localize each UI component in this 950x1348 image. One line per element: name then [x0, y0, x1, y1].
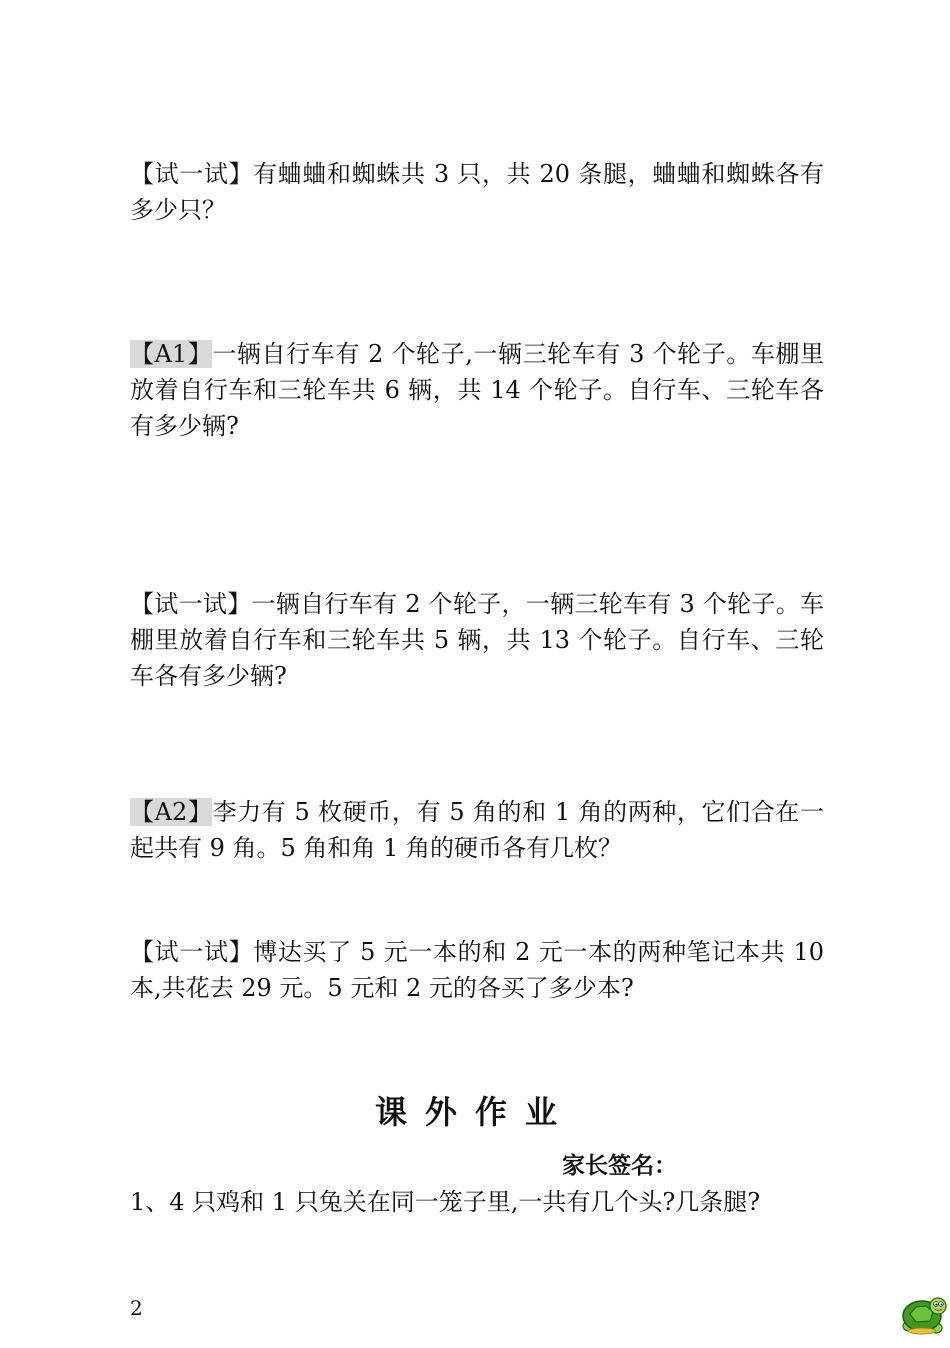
problem-a1	[130, 336, 824, 444]
problem-try-1	[130, 156, 824, 228]
turtle-icon	[898, 1288, 948, 1338]
problem-text: 有蛐蛐和蜘蛛共 3 只，共 20 条腿，蛐蛐和蜘蛛各有多少只？	[130, 160, 824, 224]
problem-a2	[130, 794, 824, 866]
problem-tag: 【试一试】	[130, 590, 252, 618]
homework-item-1: 1、4 只鸡和 1 只兔关在同一笼子里,一共有几个头?几条腿?	[130, 1188, 761, 1216]
problem-tag: 【试一试】	[130, 160, 254, 188]
problem-text: 一辆自行车有 2 个轮子,一辆三轮车有 3 个轮子。车棚里放着自行车和三轮车共 6 辆，共 14 个轮子。自行车、三轮车各有多少辆?	[130, 340, 825, 440]
problem-tag: 【A2】	[130, 798, 213, 826]
parent-signature-label: 家长签名：	[562, 1153, 677, 1179]
problem-tag: 【试一试】	[130, 938, 254, 966]
problem-try-2	[130, 586, 824, 694]
homework-title: 课外作业	[374, 1093, 575, 1131]
problem-text: 李力有 5 枚硬币，有 5 角的和 1 角的两种，它们合在一起共有 9 角。5 角和角 1 角的硬币各有几枚？	[130, 798, 824, 862]
problem-tag: 【A1】	[130, 340, 213, 368]
page-number: 2	[130, 1296, 143, 1320]
problem-try-3	[130, 934, 824, 1006]
problem-text: 博达买了 5 元一本的和 2 元一本的两种笔记本共 10 本,共花去 29 元。5 元和 2 元的各买了多少本?	[130, 938, 825, 1002]
problem-text: 一辆自行车有 2 个轮子，一辆三轮车有 3 个轮子。车棚里放着自行车和三轮车共 5 辆，共 13 个轮子。自行车、三轮车各有多少辆?	[130, 590, 824, 690]
